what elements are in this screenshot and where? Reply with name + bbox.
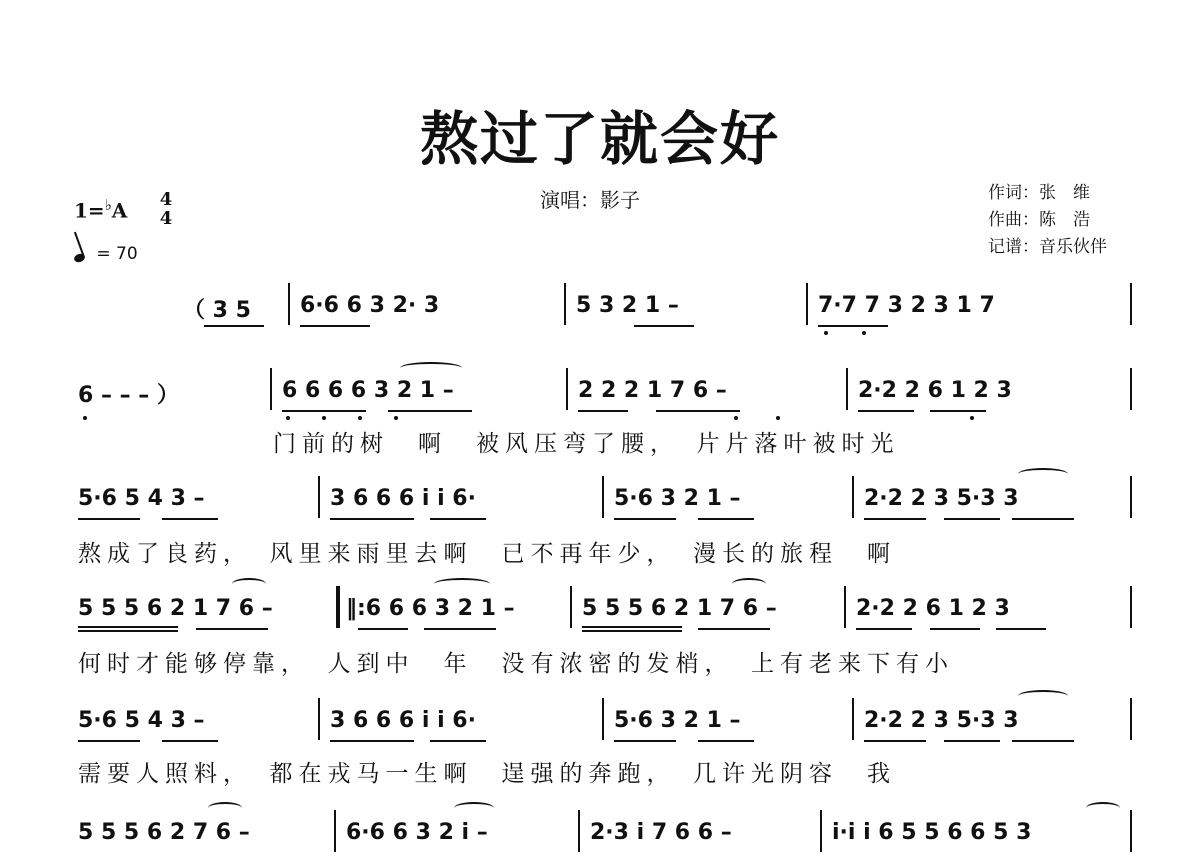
underline-beam [204, 325, 264, 327]
underline-beam [582, 626, 682, 628]
underline-beam [388, 410, 472, 412]
underline-beam [944, 518, 1000, 520]
measure [614, 478, 844, 528]
underline-beam [858, 410, 914, 412]
measure [78, 370, 263, 420]
measure [78, 700, 303, 750]
slur-arc [1018, 690, 1068, 702]
quarter-note-icon [73, 252, 86, 263]
underline-beam [930, 410, 986, 412]
bar-line [846, 368, 848, 410]
bar-line [806, 283, 808, 325]
lyric-text: 需要人照料， 都在戎马一生啊 逞强的奔跑， 几许光阴容 我 [78, 761, 896, 787]
key-prefix: 1= [74, 198, 105, 223]
composer-credit: 作曲：陈 浩 [988, 210, 1090, 230]
low-octave-dot [358, 416, 362, 420]
tempo-value: = 70 [96, 244, 138, 264]
singer-credit: 演唱：影子 [540, 188, 640, 212]
bar-line [318, 476, 320, 518]
measure-notes: 5 5 5 6 2 7 6 – [78, 820, 250, 845]
measure [183, 285, 293, 335]
bar-line [1130, 283, 1132, 325]
underline-beam [78, 518, 140, 520]
underline-beam [578, 410, 628, 412]
time-top: 4 [159, 189, 173, 210]
bar-line [1130, 586, 1132, 628]
underline-beam [78, 626, 178, 628]
measure [614, 700, 844, 750]
score-row-3 [78, 478, 1138, 528]
time-bottom: 4 [159, 208, 173, 229]
underline-beam [282, 410, 366, 412]
underline-beam [818, 325, 888, 327]
low-octave-dot [824, 331, 828, 335]
measure-notes: 2·2 2 6 1 2 3 [858, 378, 1012, 403]
measure [346, 812, 566, 862]
bar-line [288, 283, 290, 325]
underline-beam [196, 628, 268, 630]
lyric-text: 门前的树 啊 被风压弯了腰， 片片落叶被时光 [273, 431, 900, 457]
underline-beam [78, 630, 178, 632]
measure [346, 588, 566, 638]
underline-beam [634, 325, 694, 327]
measure-notes: 5·6 3 2 1 – [614, 486, 741, 511]
key-signature [74, 196, 127, 223]
bar-line [334, 810, 336, 852]
bar-line [564, 283, 566, 325]
low-octave-dot [970, 416, 974, 420]
underline-beam [358, 628, 408, 630]
bar-line [336, 586, 340, 628]
score-row-5 [78, 700, 1138, 750]
underline-beam [300, 325, 370, 327]
underline-beam [856, 628, 912, 630]
measure [330, 478, 590, 528]
measure-notes: 6·6 6 3 2· 3 [300, 293, 440, 318]
measure [282, 370, 552, 420]
measure-notes: 5·6 3 2 1 – [614, 708, 741, 733]
measure-notes: 5·6 5 4 3 – [78, 708, 205, 733]
bar-line [570, 586, 572, 628]
measure [590, 812, 810, 862]
bar-line [566, 368, 568, 410]
measure-notes: 2·3 i 7 6 6 – [590, 820, 732, 845]
measure [576, 285, 806, 335]
bar-line [578, 810, 580, 852]
measure-notes: 5 5 5 6 2 1 7 6 – [78, 596, 273, 621]
slur-arc [732, 578, 766, 590]
underline-beam [864, 518, 926, 520]
underline-beam [698, 518, 754, 520]
bar-line [852, 476, 854, 518]
measure-notes: （ 3 5 [183, 298, 251, 323]
bar-line [1130, 810, 1132, 852]
underline-beam [996, 628, 1046, 630]
underline-beam [330, 518, 414, 520]
measure [858, 370, 1128, 420]
measure-notes: 6 6 6 6 3 2 1 – [282, 378, 454, 403]
slur-arc [208, 802, 242, 814]
underline-beam [944, 740, 1000, 742]
bar-line [852, 698, 854, 740]
measure-notes: 2·2 2 3 5·3 3 [864, 486, 1019, 511]
underline-beam [162, 518, 218, 520]
underline-beam [614, 518, 676, 520]
underline-beam [698, 740, 754, 742]
low-octave-dot [286, 416, 290, 420]
measure-notes: ‖:6 6 6 3 2 1 – [346, 596, 515, 621]
measure-notes: 3 6 6 6 i i 6· [330, 708, 476, 733]
underline-beam [864, 740, 926, 742]
bar-line [820, 810, 822, 852]
measure [78, 478, 303, 528]
bar-line [270, 368, 272, 410]
underline-beam [582, 630, 682, 632]
measure [832, 812, 1128, 862]
score-row-6 [78, 812, 1138, 862]
measure [864, 700, 1128, 750]
lyric-text: 何时才能够停靠， 人到中 年 没有浓密的发梢， 上有老来下有小 [78, 651, 954, 677]
low-octave-dot [734, 416, 738, 420]
measure [578, 370, 838, 420]
measure-notes: 5·6 5 4 3 – [78, 486, 205, 511]
underline-beam [330, 740, 414, 742]
low-octave-dot [394, 416, 398, 420]
slur-arc [434, 578, 490, 590]
measure-notes: 3 6 6 6 i i 6· [330, 486, 476, 511]
bar-line [1130, 698, 1132, 740]
bar-line [844, 586, 846, 628]
song-title: 熬过了就会好 [419, 105, 780, 173]
low-octave-dot [322, 416, 326, 420]
measure-notes: 2·2 2 3 5·3 3 [864, 708, 1019, 733]
measure-notes: i·i i 6 5 5 6 6 5 3 [832, 820, 1032, 845]
score-row-2 [78, 370, 1138, 420]
time-signature [156, 190, 176, 228]
underline-beam [698, 628, 770, 630]
lyric-text: 熬成了良药， 风里来雨里去啊 已不再年少， 漫长的旅程 啊 [78, 541, 896, 567]
key-note: A [111, 198, 128, 223]
underline-beam [1012, 518, 1074, 520]
flat-sign: ♭ [104, 196, 112, 214]
measure-notes: 6 – – – ） [78, 383, 179, 408]
measure [856, 588, 1128, 638]
underline-beam [162, 740, 218, 742]
slur-arc [454, 802, 494, 814]
measure-notes: 5 3 2 1 – [576, 293, 679, 318]
low-octave-dot [862, 331, 866, 335]
underline-beam [1012, 740, 1074, 742]
bar-line [1130, 368, 1132, 410]
score-row-1 [78, 285, 1138, 335]
underline-beam [656, 410, 740, 412]
bar-line [318, 698, 320, 740]
slur-arc [1018, 468, 1068, 480]
measure-notes: 2·2 2 6 1 2 3 [856, 596, 1010, 621]
underline-beam [424, 628, 496, 630]
underline-beam [430, 518, 486, 520]
measure [78, 812, 313, 862]
measure-notes: 6·6 6 3 2 i – [346, 820, 488, 845]
transcriber-credit: 记谱：音乐伙伴 [988, 237, 1107, 257]
measure [818, 285, 1128, 335]
underline-beam [78, 740, 140, 742]
score-row-4 [78, 588, 1138, 638]
lyricist-credit: 作词：张 维 [988, 183, 1090, 203]
slur-arc [400, 362, 462, 374]
underline-beam [930, 628, 980, 630]
measure-notes: 5 5 5 6 2 1 7 6 – [582, 596, 777, 621]
underline-beam [430, 740, 486, 742]
bar-line [602, 698, 604, 740]
measure [300, 285, 560, 335]
bar-line [602, 476, 604, 518]
underline-beam [614, 740, 676, 742]
measure [330, 700, 590, 750]
tempo-marking [74, 244, 138, 264]
slur-arc [1086, 802, 1120, 814]
measure-notes: 7·7 7 3 2 3 1 7 [818, 293, 995, 318]
measure [864, 478, 1128, 528]
low-octave-dot [776, 416, 780, 420]
bar-line [1130, 476, 1132, 518]
low-octave-dot [83, 416, 87, 420]
slur-arc [232, 578, 266, 590]
measure-notes: 2 2 2 1 7 6 – [578, 378, 727, 403]
